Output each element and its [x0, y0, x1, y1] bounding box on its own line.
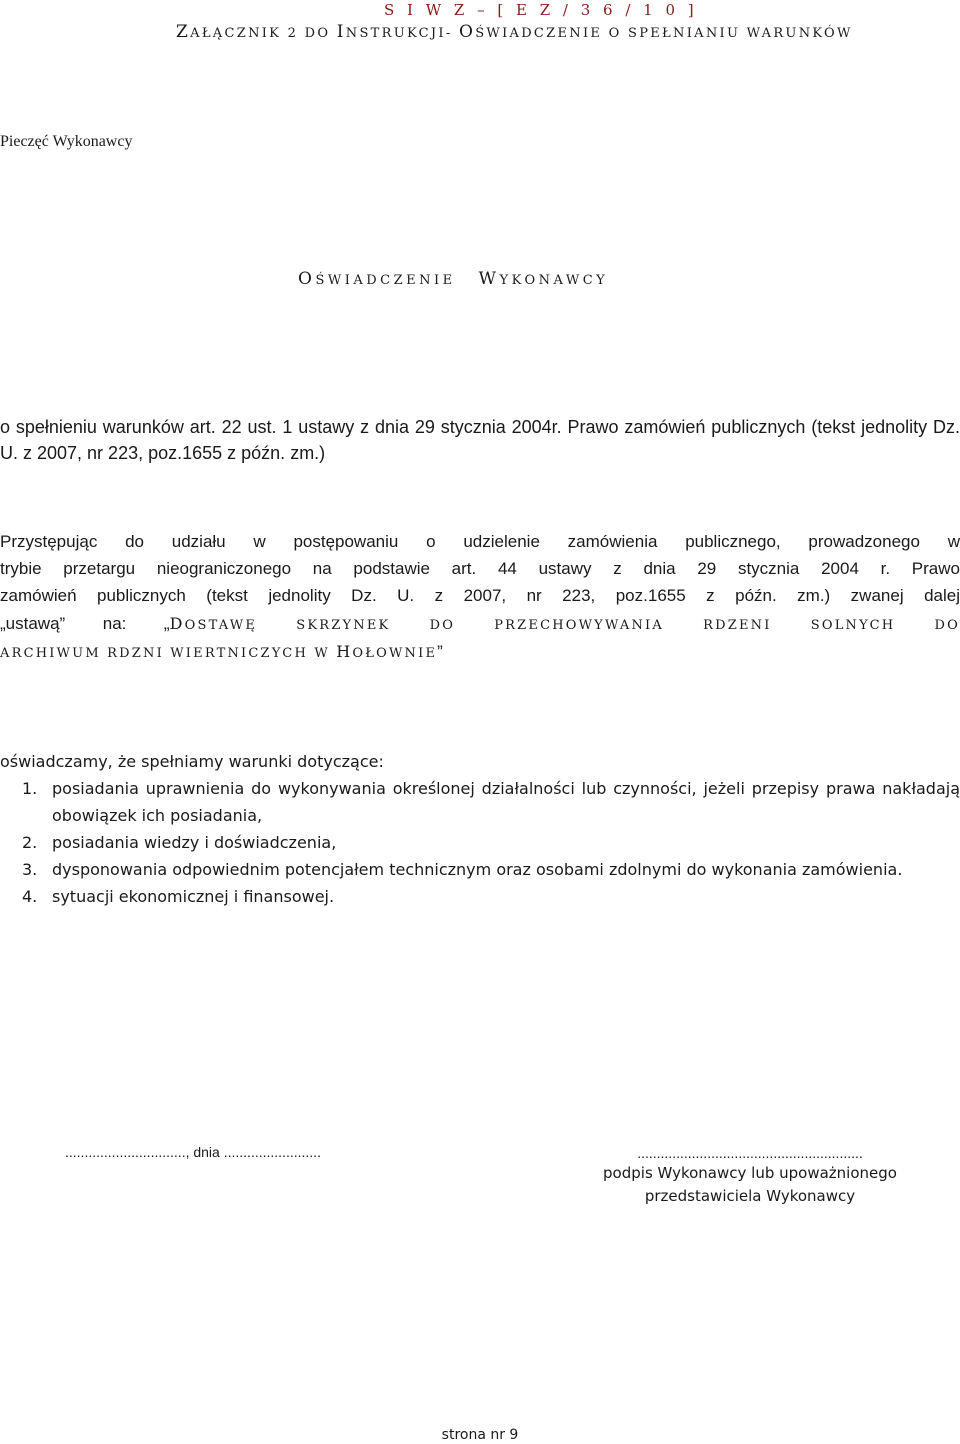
body-paragraph	[0, 528, 960, 609]
item-number: 4.	[22, 887, 38, 906]
subject-line-1	[0, 611, 960, 639]
declaration-section	[0, 748, 960, 910]
title-part: O	[458, 22, 476, 42]
subject-line-2	[0, 642, 443, 661]
item-number: 3.	[22, 860, 38, 879]
title-part: Z	[176, 22, 191, 42]
item-number: 2.	[22, 833, 38, 852]
item-text: posiadania uprawnienia do wykonywania określonej działalności lub czynności, jeżeli przepisy prawa nakładają obowiązek ich posiadania,	[52, 779, 960, 825]
signature-line: ..........................................................	[637, 1145, 863, 1161]
list-item	[0, 883, 960, 910]
item-text: sytuacji ekonomicznej i finansowej.	[52, 887, 335, 906]
intro-paragraph: o spełnieniu warunków art. 22 ust. 1 ustawy z dnia 29 stycznia 2004r. Prawo zamówień publicznych (tekst jednolity Dz. U. z 2007, nr 223, poz.1655 z późn. zm.)	[0, 417, 960, 463]
page-number: strona nr 9	[441, 1427, 519, 1443]
signature-block	[580, 1144, 920, 1208]
title-part: I	[336, 22, 346, 42]
subject-lead: „ustawą” na: „	[0, 614, 170, 633]
title-part: NSTRUKCJI	[345, 26, 446, 41]
document-reference: S I W Z – [ E Z / 3 6 / 1 0 ]	[384, 1, 698, 19]
body-line: zamówień publicznych (tekst jednolity Dz. U. z 2007, nr 223, poz.1655 z późn. zm.) zwanej dalej	[0, 586, 960, 605]
title-cap: O	[298, 269, 316, 289]
subject-cap: H	[336, 642, 353, 661]
place-date-field: ..............................., dnia .........................	[65, 1144, 321, 1160]
contract-subject	[0, 611, 960, 667]
contractor-stamp-label: Pieczęć Wykonawcy	[0, 133, 133, 150]
subject-text: OŁOWNIE	[352, 646, 438, 661]
item-number: 1.	[22, 779, 38, 798]
list-item	[0, 856, 960, 883]
body-line: Przystępując do udziału w postępowaniu o udzielenie zamówienia publicznego, prowadzonego w	[0, 532, 960, 551]
signature-caption-2: przedstawiciela Wykonawcy	[644, 1187, 856, 1205]
title-rest: YKONAWCY	[499, 273, 609, 288]
declaration-lead: oświadczamy, że spełniamy warunki dotyczące:	[0, 752, 384, 771]
subject-cap: D	[169, 614, 185, 633]
title-cap: W	[478, 269, 500, 289]
body-line: trybie przetargu nieograniczonego na podstawie art. 44 ustawy z dnia 29 stycznia 2004 r. Prawo	[0, 559, 960, 578]
conditions-list	[0, 775, 960, 910]
list-item	[0, 775, 960, 829]
title-rest: ŚWIADCZENIE	[315, 273, 456, 288]
subject-text: ARCHIWUM RDZNI WIERTNICZYCH W	[0, 646, 337, 661]
document-title	[298, 269, 608, 289]
attachment-title	[176, 22, 960, 42]
item-text: dysponowania odpowiednim potencjałem technicznym oraz osobami zdolnymi do wykonania zamówienia.	[52, 860, 903, 879]
signature-caption-1: podpis Wykonawcy lub upoważnionego	[603, 1164, 897, 1182]
title-part: ŚWIADCZENIE O SPEŁNIANIU WARUNKÓW	[475, 26, 853, 41]
subject-text: OSTAWĘ SKRZYNEK DO PRZECHOWYWANIA RDZENI SOLNYCH DO	[184, 618, 960, 633]
item-text: posiadania wiedzy i doświadczenia,	[52, 833, 337, 852]
title-part: AŁĄCZNIK 2 DO	[190, 26, 337, 41]
title-part: -	[445, 26, 459, 41]
list-item	[0, 829, 960, 856]
subject-close-quote: ”	[437, 642, 443, 661]
